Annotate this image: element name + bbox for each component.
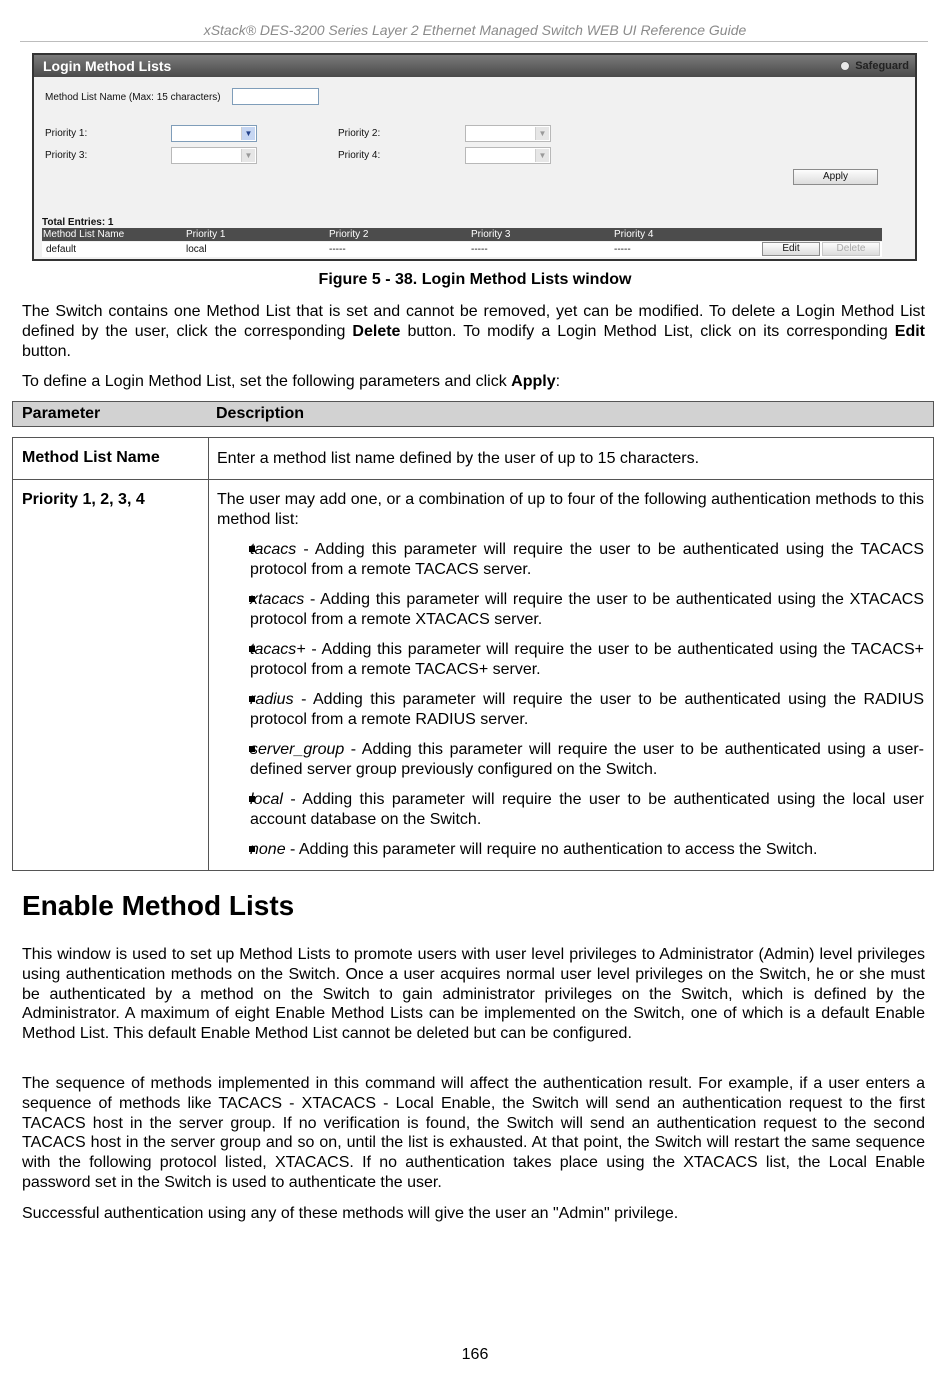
priority4-label: Priority 4: bbox=[338, 150, 381, 161]
delete-keyword: Delete bbox=[352, 322, 401, 340]
column-divider bbox=[208, 438, 209, 870]
priority2-label: Priority 2: bbox=[338, 128, 381, 139]
instruction-text: To define a Login Method List, set the following parameters and click bbox=[22, 373, 512, 390]
section-paragraph: Successful authentication using any of these methods will give the user an "Admin" privilege. bbox=[22, 1205, 679, 1222]
safeguard-label: Safeguard bbox=[855, 60, 909, 72]
list-item bbox=[250, 790, 924, 830]
edit-keyword: Edit bbox=[894, 322, 925, 340]
safeguard-icon bbox=[840, 61, 850, 71]
figure-caption: Figure 5 - 38. Login Method Lists window bbox=[318, 271, 632, 288]
section-paragraph: This window is used to set up Method Lists to promote users with user level privileges to Administrator (Admin) level privileges using authentication methods on the Switch. Once a user acquires normal user level privileges on the Switch, he or she must be authenticated by a method on the Switch to gain administrator privileges on the Switch, which is defined by the Administrator. A maximum of eight Enable Method Lists can be implemented on the Switch, one of which is a default Enable Method List. This default Enable Method List cannot be deleted but can be configured. bbox=[22, 946, 925, 1043]
method-text: - Adding this parameter will require the user to be authenticated using the local user account database on the Switch. bbox=[250, 791, 924, 828]
method-text: - Adding this parameter will require the user to be authenticated using the TACACS protocol from a remote TACACS server. bbox=[250, 541, 924, 578]
parameter-table bbox=[12, 437, 934, 871]
list-item bbox=[250, 540, 924, 580]
instruction-paragraph bbox=[22, 372, 925, 392]
priority2-select[interactable] bbox=[465, 125, 551, 142]
column-header: Method List Name bbox=[43, 229, 125, 240]
method-text: - Adding this parameter will require the user to be authenticated using the RADIUS protocol from a remote RADIUS server. bbox=[250, 691, 924, 728]
column-header: Priority 3 bbox=[471, 229, 511, 240]
chevron-down-icon: ▼ bbox=[241, 127, 255, 140]
param-method-list-name: Method List Name bbox=[22, 449, 160, 466]
chevron-down-icon: ▼ bbox=[241, 149, 255, 162]
method-text: - Adding this parameter will require the user to be authenticated using the XTACACS protocol from a remote XTACACS server. bbox=[250, 591, 924, 628]
priority1-select[interactable] bbox=[171, 125, 257, 142]
method-term: local bbox=[250, 791, 283, 808]
param-priority: Priority 1, 2, 3, 4 bbox=[22, 491, 145, 508]
login-method-lists-window bbox=[32, 53, 917, 261]
priority4-select[interactable] bbox=[465, 147, 551, 164]
method-term: tacacs+ bbox=[250, 641, 306, 658]
list-item bbox=[250, 640, 924, 680]
total-entries: Total Entries: 1 bbox=[42, 217, 114, 228]
list-item bbox=[250, 740, 924, 780]
apply-button[interactable]: Apply bbox=[793, 169, 878, 185]
apply-keyword: Apply bbox=[511, 373, 556, 390]
intro-text: button. bbox=[22, 342, 71, 360]
instruction-text: : bbox=[555, 373, 561, 390]
column-header: Priority 2 bbox=[329, 229, 369, 240]
column-header: Priority 1 bbox=[186, 229, 226, 240]
column-header: Priority 4 bbox=[614, 229, 654, 240]
intro-text: The Switch contains one Method List that is set and cannot be removed, yet can be modified. To delete a Login Method List defined by the user, click the corresponding bbox=[22, 303, 925, 340]
method-term: tacacs bbox=[250, 541, 297, 558]
method-list-name-label: Method List Name (Max: 15 characters) bbox=[45, 92, 221, 103]
edit-button[interactable]: Edit bbox=[762, 242, 820, 256]
method-text: - Adding this parameter will require no authentication to access the Switch. bbox=[285, 841, 818, 858]
header-rule bbox=[20, 41, 928, 42]
priority1-label: Priority 1: bbox=[45, 128, 88, 139]
desc-priority: The user may add one, or a combination of up to four of the following authentication methods to this method list: bbox=[217, 491, 924, 528]
intro-text: button. To modify a Login Method List, click on its corresponding bbox=[400, 322, 895, 340]
window-title: Login Method Lists bbox=[43, 58, 172, 74]
chevron-down-icon: ▼ bbox=[535, 149, 549, 162]
list-item bbox=[250, 840, 924, 860]
running-header: xStack® DES-3200 Series Layer 2 Ethernet Managed Switch WEB UI Reference Guide bbox=[203, 22, 747, 38]
list-item bbox=[250, 590, 924, 630]
parameter-table-header bbox=[12, 401, 934, 427]
method-text: - Adding this parameter will require the user to be authenticated using a user-defined server group previously configured on the Switch. bbox=[250, 741, 924, 778]
desc-method-list-name: Enter a method list name defined by the user of up to 15 characters. bbox=[217, 450, 700, 467]
method-text: - Adding this parameter will require the user to be authenticated using the TACACS+ protocol from a remote TACACS+ server. bbox=[250, 641, 924, 678]
table-row bbox=[42, 242, 882, 257]
delete-button[interactable]: Delete bbox=[822, 242, 880, 256]
window-body bbox=[34, 77, 915, 259]
row-cell: ----- bbox=[329, 244, 346, 255]
window-title-bar bbox=[34, 55, 915, 77]
row-cell: default bbox=[46, 244, 77, 255]
chevron-down-icon: ▼ bbox=[535, 127, 549, 140]
section-paragraph: The sequence of methods implemented in this command will affect the authentication result. For example, if a user enters a sequence of methods like TACACS - XTACACS - Local Enable, the Switch will send an authentication request to the first TACACS host in the server group. If no verification is found, the Switch will send an authentication request to the second TACACS host in the server group and so on, until the list is exhausted. At that point, the Switch will restart the same sequence with the following protocol listed, XTACACS. If no authentication takes place using the XTACACS list, the Local Enable password set in the Switch is used to authenticate the user. bbox=[22, 1075, 925, 1191]
priority3-select[interactable] bbox=[171, 147, 257, 164]
parameter-header: Parameter bbox=[22, 405, 101, 422]
row-cell: ----- bbox=[471, 244, 488, 255]
list-item bbox=[250, 690, 924, 730]
row-divider bbox=[13, 479, 933, 480]
section-title: Enable Method Lists bbox=[22, 890, 295, 921]
method-term: xtacacs bbox=[250, 591, 305, 608]
safeguard-indicator[interactable] bbox=[840, 59, 909, 73]
row-cell: ----- bbox=[614, 244, 631, 255]
method-term: none bbox=[250, 841, 286, 858]
list-header bbox=[42, 228, 882, 241]
intro-paragraph bbox=[22, 302, 925, 361]
priority3-label: Priority 3: bbox=[45, 150, 88, 161]
page-number: 166 bbox=[461, 1346, 489, 1363]
method-term: server_group bbox=[250, 741, 345, 758]
description-header: Description bbox=[216, 405, 305, 422]
method-term: radius bbox=[250, 691, 294, 708]
method-list-name-input[interactable] bbox=[232, 88, 319, 105]
row-cell: local bbox=[186, 244, 207, 255]
